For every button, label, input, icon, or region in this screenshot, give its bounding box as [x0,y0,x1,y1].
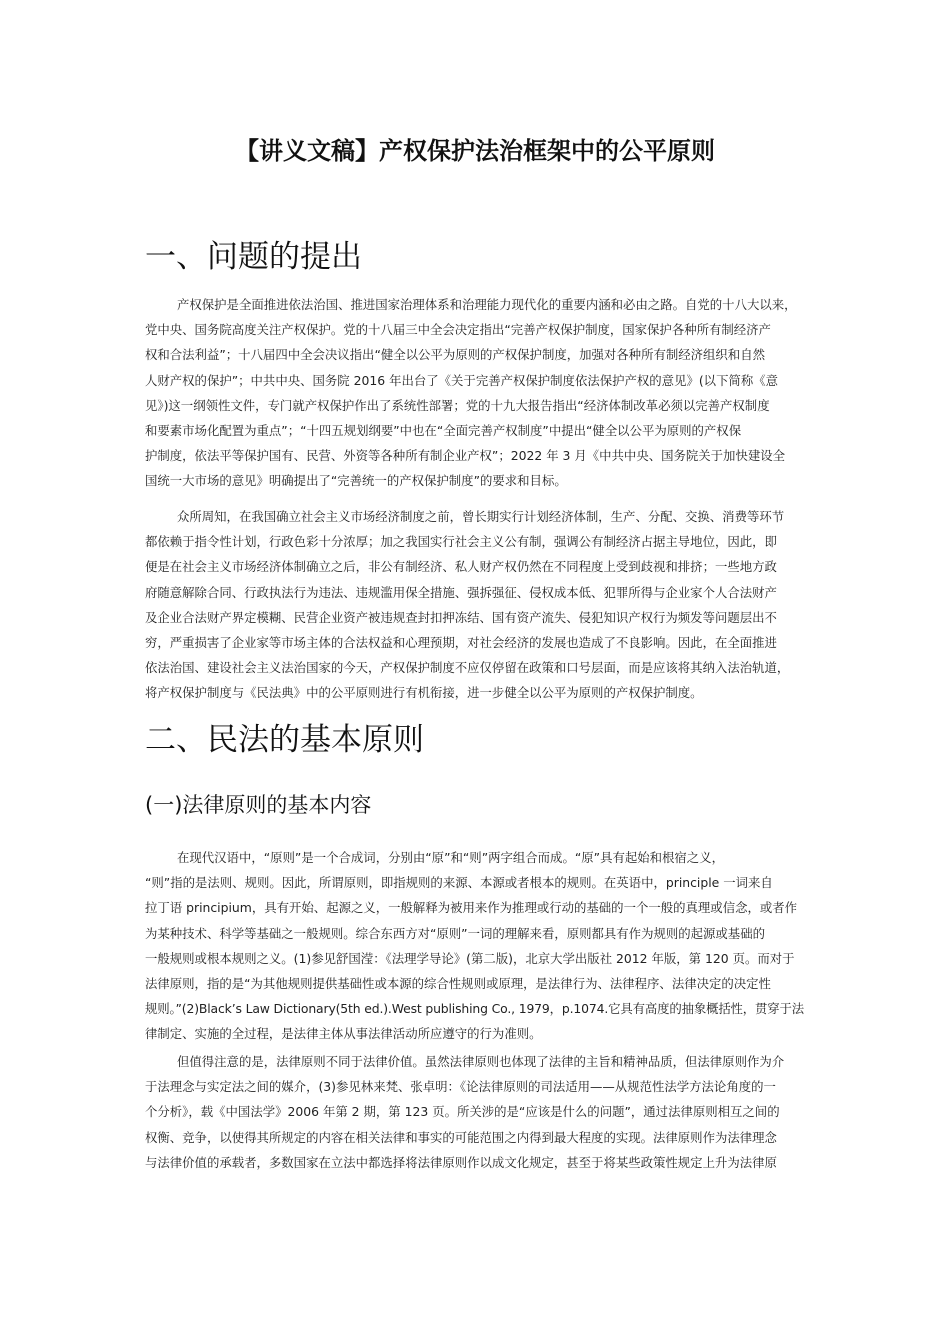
paragraph-line: 规则。”(2)Black’s Law Dictionary(5th ed.).West publishing Co., 1979，p.1074.它具有高度的抽象概括性，贯穿于法 [145,1001,805,1017]
paragraph-line: 和要素市场化配置为重点”；“十四五规划纲要”中也在“全面完善产权制度”中提出“健全以公平为原则的产权保 [145,423,742,439]
paragraph-line: 与法律价值的承载者，多数国家在立法中都选择将法律原则作以成文化规定，甚至于将某些政策性规定上升为法律原 [145,1154,777,1170]
paragraph-line: 一般规则或根本规则之义。(1)参见舒国滢：《法理学导论》(第二版)，北京大学出版社 2012 年版，第 120 页。而对于 [145,950,795,966]
paragraph-line: 拉丁语 principium，具有开始、起源之义，一般解释为被用来作为推理或行动的基础的一个一般的真理或信念，或者作 [145,900,798,916]
section-heading-1: 一、问题的提出 [145,239,362,275]
section-heading-2: 二、民法的基本原则 [145,722,424,758]
paragraph-1 [145,292,809,494]
paragraph-line: 护制度，依法平等保护国有、民营、外资等各种所有制企业产权”；2022 年 3 月《中共中央、国务院关于加快建设全 [145,448,786,464]
paragraph-line: “则”指的是法则、规则。因此，所谓原则，即指规则的来源、本源或者根本的规则。在英语中，principle 一词来自 [145,875,773,891]
paragraph-4 [145,1049,809,1175]
paragraph-line: 法律原则，指的是“为其他规则提供基础性或本源的综合性规则或原理，是法律行为、法律程序、法律决定的决定性 [145,976,771,992]
paragraph-line: 于法理念与实定法之间的媒介，(3)参见林来梵、张卓明：《论法律原则的司法适用——从规范性法学方法论角度的一 [145,1079,776,1095]
paragraph-line: 依法治国、建设社会主义法治国家的今天，产权保护制度不应仅停留在政策和口号层面，而是应该将其纳入法治轨道， [145,660,790,676]
paragraph-line: 都依赖于指令性计划，行政色彩十分浓厚；加之我国实行社会主义公有制，强调公有制经济占据主导地位，因此，即 [145,534,777,550]
paragraph-line: 但值得注意的是，法律原则不同于法律价值。虽然法律原则也体现了法律的主旨和精神品质，但法律原则作为介 [177,1054,785,1069]
paragraph-line: 众所周知，在我国确立社会主义市场经济制度之前，曾长期实行计划经济体制，生产、分配、交换、消费等环节 [177,509,785,524]
paragraph-line: 个分析》，载《中国法学》2006 年第 2 期，第 123 页。所关涉的是“应该是什么的问题”，通过法律原则相互之间的 [145,1104,780,1120]
paragraph-line: 为某种技术、科学等基础之一般规则。综合东西方对“原则”一词的理解来看，原则都具有作为规则的起源或基础的 [145,925,765,941]
paragraph-line: 律制定、实施的全过程，是法律主体从事法律活动所应遵守的行为准则。 [145,1026,542,1042]
paragraph-line: 国统一大市场的意见》明确提出了“完善统一的产权保护制度”的要求和目标。 [145,473,567,489]
paragraph-line: 将产权保护制度与《民法典》中的公平原则进行有机衔接，进一步健全以公平为原则的产权保护制度。 [145,685,703,701]
subsection-heading: (一)法律原则的基本内容 [145,793,372,817]
paragraph-line: 党中央、国务院高度关注产权保护。党的十八届三中全会决定指出“完善产权保护制度，国家保护各种所有制经济产 [145,322,771,338]
paragraph-2 [145,504,809,706]
paragraph-line: 穷，严重损害了企业家等市场主体的合法权益和心理预期，对社会经济的发展也造成了不良影响。因此，在全面推进 [145,635,777,651]
document-title: 【讲义文稿】产权保护法治框架中的公平原则 [235,137,715,165]
paragraph-line: 便是在社会主义市场经济体制确立之后，非公有制经济、私人财产权仍然在不同程度上受到歧视和排挤；一些地方政 [145,559,777,575]
paragraph-3 [145,845,809,1047]
paragraph-line: 产权保护是全面推进依法治国、推进国家治理体系和治理能力现代化的重要内涵和必由之路。自党的十八大以来， [177,297,797,312]
paragraph-line: 见》)这一纲领性文件，专门就产权保护作出了系统性部署；党的十九大报告指出“经济体制改革必须以完善产权制度 [145,397,770,413]
paragraph-line: 人财产权的保护”；中共中央、国务院 2016 年出台了《关于完善产权保护制度依法保护产权的意见》(以下简称《意 [145,372,779,388]
paragraph-line: 权衡、竞争，以使得其所规定的内容在相关法律和事实的可能范围之内得到最大程度的实现。法律原则作为法律理念 [145,1129,777,1145]
paragraph-line: 及企业合法财产界定模糊、民营企业资产被违规查封扣押冻结、国有资产流失、侵犯知识产权行为频发等问题层出不 [145,609,777,625]
paragraph-line: 在现代汉语中，“原则”是一个合成词，分别由“原”和“则”两字组合而成。“原”具有起始和根宿之义， [177,850,724,865]
paragraph-line: 府随意解除合同、行政执法行为违法、违规滥用保全措施、强拆强征、侵权成本低、犯罪所得与企业家个人合法财产 [145,584,777,600]
paragraph-line: 权和合法利益”；十八届四中全会决议指出“健全以公平为原则的产权保护制度，加强对各种所有制经济组织和自然 [145,347,765,363]
